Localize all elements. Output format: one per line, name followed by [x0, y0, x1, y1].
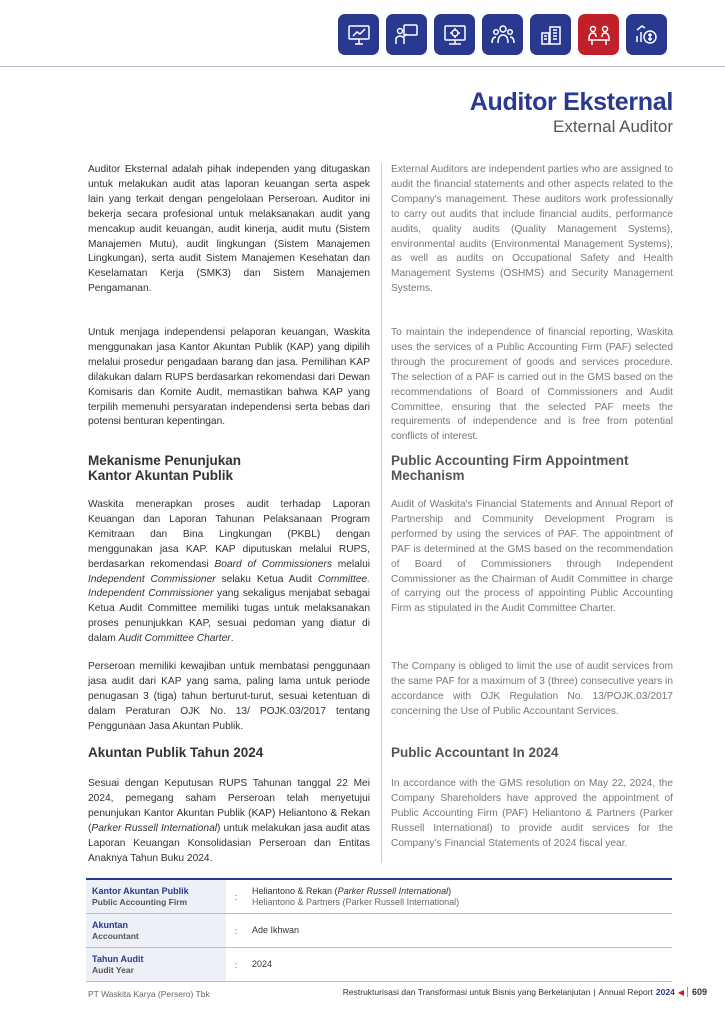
- left-paragraph-2: Untuk menjaga independensi pelaporan keuangan, Waskita menggunakan jasa Kantor Akuntan Publik (KAP) yang dipilih melalui prosedur pengadaan barang dan jasa. Pemilihan KAP dilakukan dalam RUPS berdasarkan rekomendasi dari Dewan Komisaris dan Komite Audit, memastikan bahwa KAP yang terpilih memenuhi persyaratan independensi serta bebas dari potensi benturan kepentingan.: [88, 327, 370, 428]
- presentation-icon[interactable]: [338, 14, 379, 55]
- table-value: 2024: [252, 959, 273, 969]
- table-row: [86, 914, 672, 948]
- footer-year: 2024: [655, 987, 675, 997]
- left-paragraph-5: Sesuai dengan Keputusan RUPS Tahunan tanggal 22 Mei 2024, pemegang saham Perseroan telah menyetujui penunjukan Kantor Akuntan Publik (KAP) Heliantono & Rekan (Parker Russell International) untuk melakukan jasa audit atas Laporan Keuangan Konsolidasian Perseroan dan Entitas Anaknya Tahun Buku 2024.: [88, 778, 370, 864]
- table-value: Ade Ikhwan: [252, 925, 300, 935]
- right-paragraph-1: External Auditors are independent parties who are assigned to audit the financial statements and other aspects related to the Company's management. These auditors work professionally to carry out audits that include financial audits, performance audits, quality audits (Quality Management Systems), environmental audits (Environmental Management Systems), as well as audits on Occupational Safety and Health Management Systems (OSHMS) and Security Management Systems.: [391, 164, 673, 295]
- left-heading-appointment: Mekanisme Penunjukan Kantor Akuntan Publik: [88, 453, 242, 483]
- footer-separator: |: [593, 987, 596, 997]
- footer-report-info: [343, 987, 707, 997]
- left-heading-accountant-2024: Akuntan Publik Tahun 2024: [88, 745, 264, 760]
- table-colon: :: [234, 891, 238, 902]
- auditor-table: [86, 878, 672, 982]
- section-icon-bar: [338, 14, 667, 55]
- table-row: [86, 948, 672, 982]
- right-heading-appointment: Public Accounting Firm Appointment Mechanism: [391, 453, 629, 483]
- footer-company: PT Waskita Karya (Persero) Tbk: [88, 989, 210, 999]
- header-rule: [0, 66, 725, 67]
- meeting-icon[interactable]: [578, 14, 619, 55]
- page-number: 609: [687, 987, 707, 997]
- footer-report-label: Annual Report: [598, 987, 653, 997]
- table-colon: :: [234, 925, 238, 936]
- footer-tagline: Restrukturisasi dan Transformasi untuk Bisnis yang Berkelanjutan: [342, 987, 591, 997]
- right-paragraph-5: In accordance with the GMS resolution on May 22, 2024, the Company Shareholders have approved the appointment of Public Accounting Firm (PAF) Heliantono & Partners (Parker Russell International) to provide audit services for the Company's Financial Statements of 2024 fiscal year.: [391, 778, 673, 849]
- right-paragraph-2: To maintain the independence of financial reporting, Waskita uses the services of a Public Accounting Firm (PAF) selected through the procurement of goods and services procedure. The selection of a PAF is carried out in the GMS based on the recommendations of Board of Commissioners and Audit Committee, ensuring that the selected PAF meets the requirements of independence and is free from potential conflicts of interest.: [391, 327, 673, 443]
- left-paragraph-3: Waskita menerapkan proses audit terhadap Laporan Keuangan dan Laporan Tahunan Pelaksanaan Program Kemitraan dan Bina Lingkungan (PKBL) dengan menggunakan jasa KAP. KAP diputuskan melalui RUPS, berdasarkan rekomendasi Board of Commissioners melalui Independent Commissioner selaku Ketua Audit Committee. Independent Commissioner yang sekaligus menjabat sebagai Ketua Audit Committee memiliki tugas untuk melaksanakan proses penunjukkan KAP, sesuai pedoman yang diatur di dalam Audit Committee Charter.: [88, 499, 371, 645]
- coin-growth-icon[interactable]: [626, 14, 667, 55]
- column-divider: [381, 163, 382, 863]
- right-heading-accountant-2024: Public Accountant In 2024: [391, 745, 559, 760]
- table-colon: :: [234, 959, 238, 970]
- team-icon[interactable]: [482, 14, 523, 55]
- table-value: Heliantono & Rekan (Parker Russell International) Heliantono & Partners (Parker Russell International): [252, 885, 460, 907]
- table-label: Tahun Audit Audit Year: [86, 948, 226, 981]
- left-paragraph-4: Perseroan memiliki kewajiban untuk membatasi penggunaan jasa audit dari KAP yang sama, paling lama untuk periode penugasan 3 (tiga) tahun berturut-turut, sesuai ketentuan di dalam Peraturan OJK No. 13/ POJK.03/2017 tentang Penggunaan Jasa Akuntan Publik.: [88, 661, 370, 732]
- gear-network-icon[interactable]: [434, 14, 475, 55]
- right-paragraph-4: The Company is obliged to limit the use of audit services from the same PAF for a maximum of 3 (three) consecutive years in accordance with OJK Regulation No. 13/POJK.03/2017 concerning the Use of Public Accountant Services.: [391, 661, 673, 717]
- table-row: [86, 878, 672, 914]
- page-title: Auditor Eksternal: [469, 88, 673, 116]
- table-label: Akuntan Accountant: [86, 914, 226, 947]
- table-label: Kantor Akuntan Publik Public Accounting Firm: [86, 880, 226, 913]
- left-paragraph-1: Auditor Eksternal adalah pihak independen yang ditugaskan untuk melakukan audit atas laporan keuangan serta aspek lain yang terkait dengan pengelolaan Perseroan. Auditor ini bekerja secara profesional untuk melaksanakan audit yang mencakup audit keuangan, audit kinerja, audit mutu (Sistem Manajemen Mutu), audit lingkungan (Sistem Manajemen Lingkungan), serta audit Sistem Manajemen Kesehatan dan Keselamatan Kerja (SMK3) dan Sistem Manajemen Pengamanan.: [88, 164, 370, 295]
- building-icon[interactable]: [530, 14, 571, 55]
- person-board-icon[interactable]: [386, 14, 427, 55]
- right-paragraph-3: Audit of Waskita's Financial Statements and Annual Report of Partnership and Community Development Program is performed by using the services of PAF. The appointment of PAF is determined at the GMS based on the recommendation of Board of Commissioners through Independent Commissioner as the Chairman of Audit Committee in charge of carrying out the process of appointing Public Accounting Firm as stipulated in the Audit Committee Charter.: [391, 499, 673, 615]
- triangle-left-icon: ◀: [677, 987, 684, 997]
- page-subtitle: External Auditor: [552, 117, 673, 136]
